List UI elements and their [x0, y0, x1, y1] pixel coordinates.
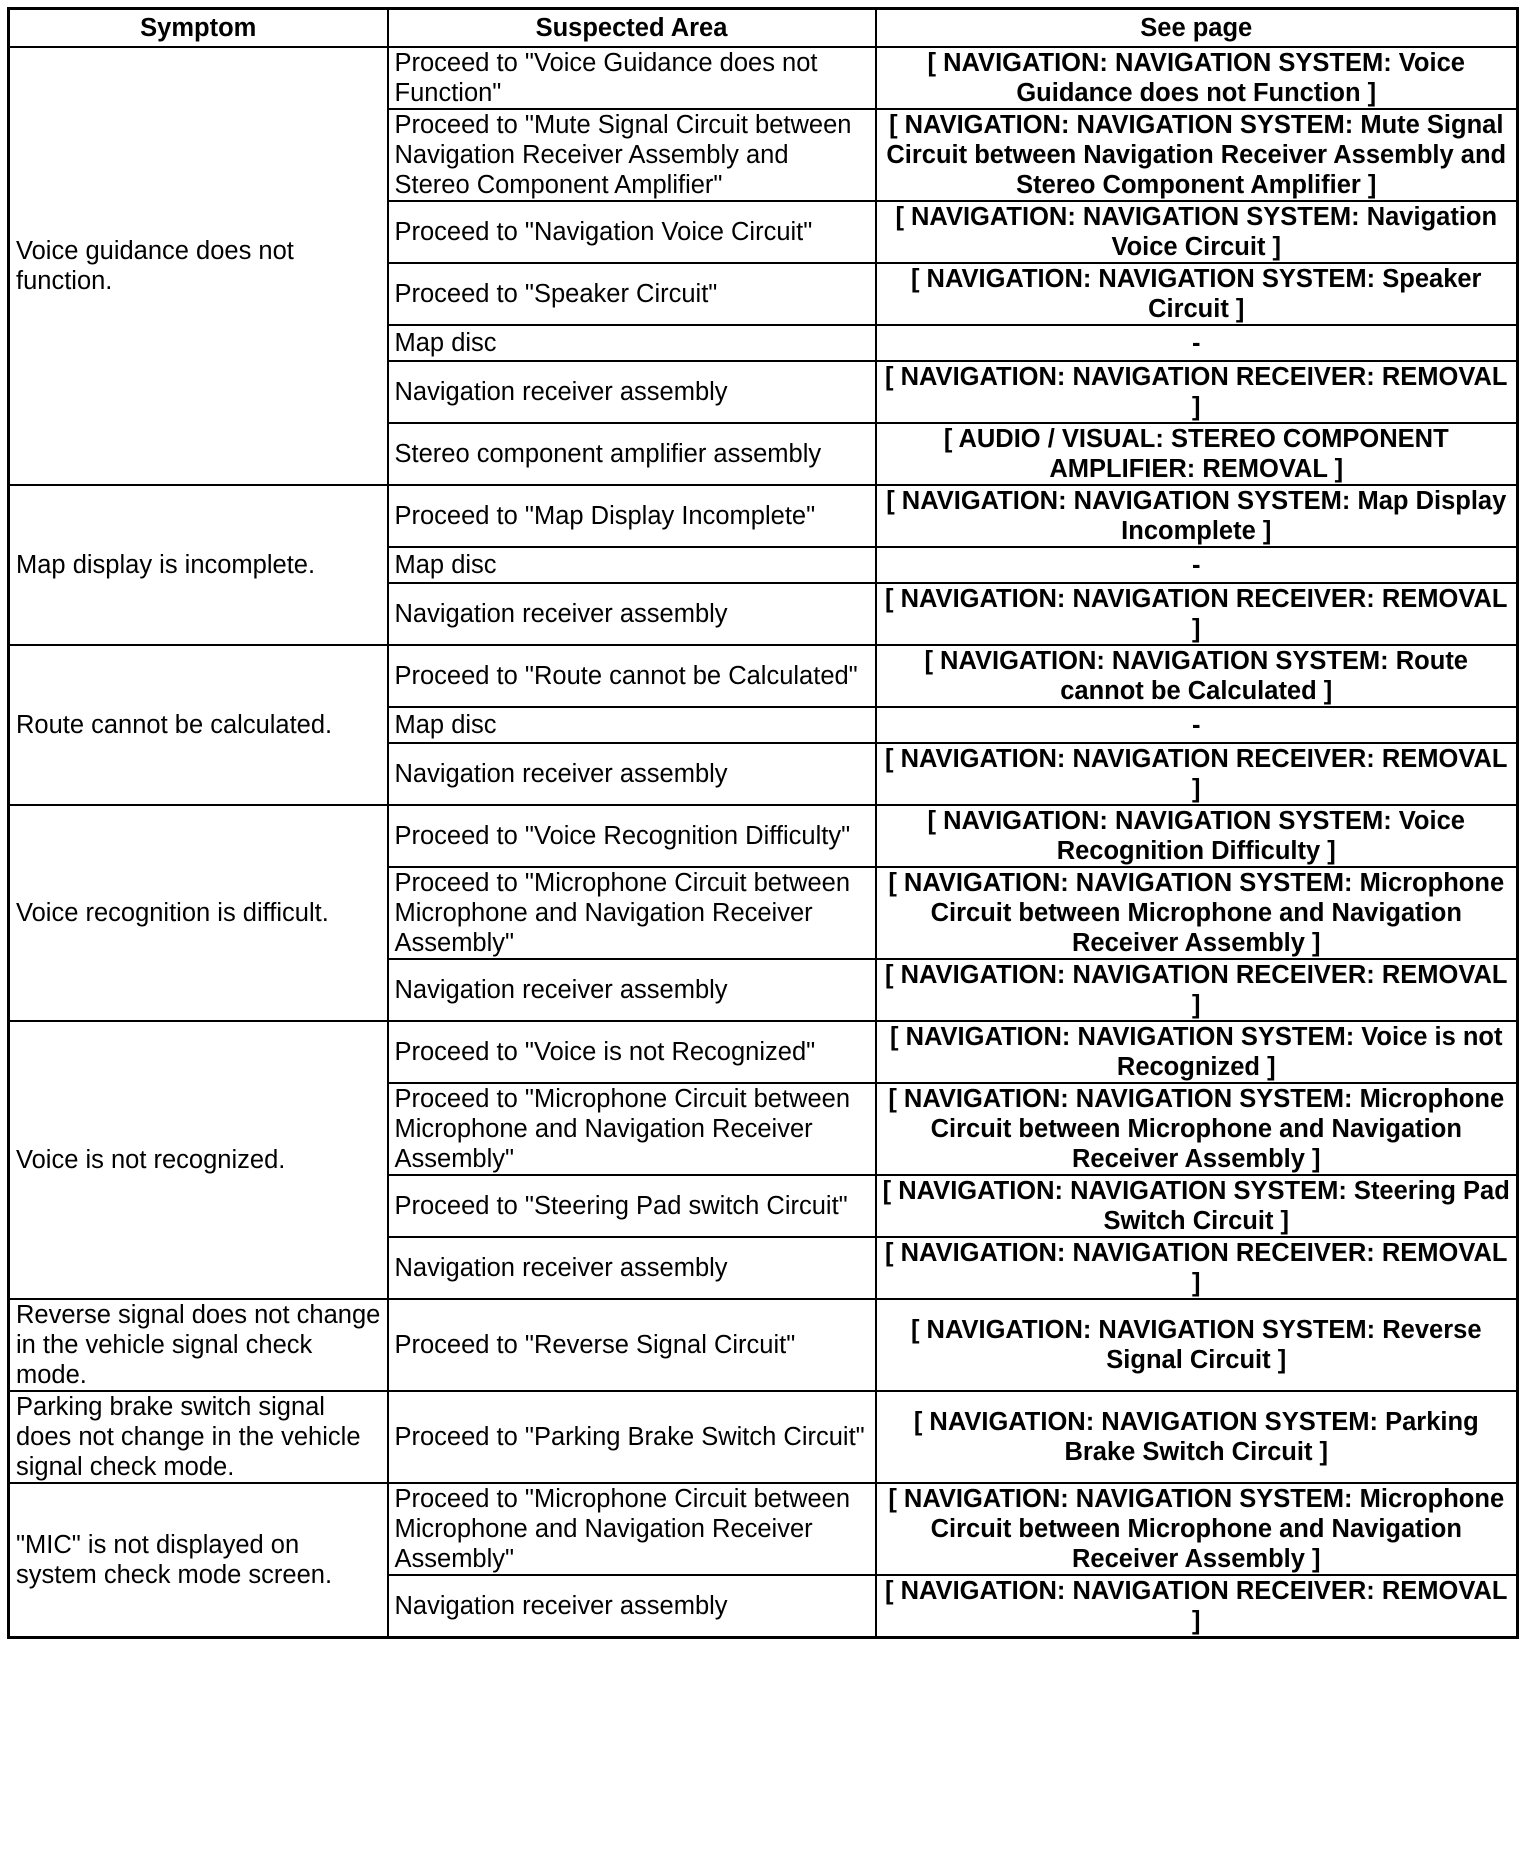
see-page-reference-cell: [ NAVIGATION: NAVIGATION SYSTEM: Voice Recognition Difficulty ] [876, 805, 1518, 867]
see-page-reference-cell: [ NAVIGATION: NAVIGATION SYSTEM: Voice Guidance does not Function ] [876, 47, 1518, 109]
see-page-reference-cell: - [876, 707, 1518, 743]
see-page-reference-cell: [ NAVIGATION: NAVIGATION RECEIVER: REMOVAL ] [876, 1237, 1518, 1299]
symptom-cell: Voice recognition is difficult. [9, 805, 388, 1021]
symptom-cell: Route cannot be calculated. [9, 645, 388, 805]
suspected-area-cell: Map disc [388, 547, 876, 583]
suspected-area-cell: Proceed to "Parking Brake Switch Circuit" [388, 1391, 876, 1483]
table-row [9, 805, 1518, 867]
see-page-reference-cell: [ NAVIGATION: NAVIGATION RECEIVER: REMOVAL ] [876, 743, 1518, 805]
see-page-reference-cell: [ NAVIGATION: NAVIGATION SYSTEM: Steering Pad Switch Circuit ] [876, 1175, 1518, 1237]
see-page-reference-cell: [ NAVIGATION: NAVIGATION SYSTEM: Microphone Circuit between Microphone and Navigation Receiver Assembly ] [876, 867, 1518, 959]
suspected-area-cell: Proceed to "Mute Signal Circuit between Navigation Receiver Assembly and Stereo Component Amplifier" [388, 109, 876, 201]
see-page-reference-cell: [ NAVIGATION: NAVIGATION SYSTEM: Speaker Circuit ] [876, 263, 1518, 325]
see-page-reference-cell: [ AUDIO / VISUAL: STEREO COMPONENT AMPLIFIER: REMOVAL ] [876, 423, 1518, 485]
see-page-reference-cell: - [876, 325, 1518, 361]
see-page-reference-cell: [ NAVIGATION: NAVIGATION SYSTEM: Voice is not Recognized ] [876, 1021, 1518, 1083]
suspected-area-cell: Navigation receiver assembly [388, 583, 876, 645]
see-page-reference-cell: [ NAVIGATION: NAVIGATION SYSTEM: Map Display Incomplete ] [876, 485, 1518, 547]
see-page-reference-cell: [ NAVIGATION: NAVIGATION RECEIVER: REMOVAL ] [876, 583, 1518, 645]
header-see-page: See page [876, 9, 1518, 48]
suspected-area-cell: Navigation receiver assembly [388, 959, 876, 1021]
see-page-reference-cell: [ NAVIGATION: NAVIGATION SYSTEM: Microphone Circuit between Microphone and Navigation Receiver Assembly ] [876, 1083, 1518, 1175]
see-page-reference-cell: [ NAVIGATION: NAVIGATION SYSTEM: Mute Signal Circuit between Navigation Receiver Assembly and Stereo Component Amplifier ] [876, 109, 1518, 201]
suspected-area-cell: Proceed to "Navigation Voice Circuit" [388, 201, 876, 263]
suspected-area-cell: Proceed to "Voice Guidance does not Function" [388, 47, 876, 109]
suspected-area-cell: Proceed to "Microphone Circuit between Microphone and Navigation Receiver Assembly" [388, 1483, 876, 1575]
suspected-area-cell: Navigation receiver assembly [388, 743, 876, 805]
see-page-reference-cell: [ NAVIGATION: NAVIGATION SYSTEM: Reverse Signal Circuit ] [876, 1299, 1518, 1391]
see-page-reference-cell: [ NAVIGATION: NAVIGATION SYSTEM: Parking Brake Switch Circuit ] [876, 1391, 1518, 1483]
see-page-reference-cell: [ NAVIGATION: NAVIGATION SYSTEM: Navigation Voice Circuit ] [876, 201, 1518, 263]
problem-symptoms-table [7, 7, 1519, 1639]
see-page-reference-cell: [ NAVIGATION: NAVIGATION RECEIVER: REMOVAL ] [876, 361, 1518, 423]
table-header-row [9, 9, 1518, 48]
table-row [9, 645, 1518, 707]
table-row [9, 485, 1518, 547]
see-page-reference-cell: [ NAVIGATION: NAVIGATION RECEIVER: REMOVAL ] [876, 959, 1518, 1021]
symptom-cell: Parking brake switch signal does not change in the vehicle signal check mode. [9, 1391, 388, 1483]
header-symptom: Symptom [9, 9, 388, 48]
suspected-area-cell: Proceed to "Microphone Circuit between Microphone and Navigation Receiver Assembly" [388, 1083, 876, 1175]
suspected-area-cell: Proceed to "Route cannot be Calculated" [388, 645, 876, 707]
table-row [9, 1021, 1518, 1083]
symptom-cell: Voice is not recognized. [9, 1021, 388, 1299]
suspected-area-cell: Proceed to "Voice is not Recognized" [388, 1021, 876, 1083]
symptom-cell: Map display is incomplete. [9, 485, 388, 645]
see-page-reference-cell: [ NAVIGATION: NAVIGATION RECEIVER: REMOVAL ] [876, 1575, 1518, 1638]
suspected-area-cell: Navigation receiver assembly [388, 1237, 876, 1299]
symptom-cell: Voice guidance does not function. [9, 47, 388, 485]
symptom-cell: Reverse signal does not change in the vehicle signal check mode. [9, 1299, 388, 1391]
table-row [9, 1483, 1518, 1575]
suspected-area-cell: Navigation receiver assembly [388, 361, 876, 423]
suspected-area-cell: Proceed to "Reverse Signal Circuit" [388, 1299, 876, 1391]
suspected-area-cell: Map disc [388, 707, 876, 743]
see-page-reference-cell: [ NAVIGATION: NAVIGATION SYSTEM: Route cannot be Calculated ] [876, 645, 1518, 707]
see-page-reference-cell: - [876, 547, 1518, 583]
table-body [9, 47, 1518, 1638]
see-page-reference-cell: [ NAVIGATION: NAVIGATION SYSTEM: Microphone Circuit between Microphone and Navigation Receiver Assembly ] [876, 1483, 1518, 1575]
suspected-area-cell: Navigation receiver assembly [388, 1575, 876, 1638]
table-row [9, 1299, 1518, 1391]
table-row [9, 1391, 1518, 1483]
suspected-area-cell: Proceed to "Steering Pad switch Circuit" [388, 1175, 876, 1237]
suspected-area-cell: Map disc [388, 325, 876, 361]
header-suspected-area: Suspected Area [388, 9, 876, 48]
suspected-area-cell: Proceed to "Voice Recognition Difficulty" [388, 805, 876, 867]
suspected-area-cell: Proceed to "Microphone Circuit between Microphone and Navigation Receiver Assembly" [388, 867, 876, 959]
suspected-area-cell: Proceed to "Map Display Incomplete" [388, 485, 876, 547]
suspected-area-cell: Stereo component amplifier assembly [388, 423, 876, 485]
suspected-area-cell: Proceed to "Speaker Circuit" [388, 263, 876, 325]
symptom-cell: "MIC" is not displayed on system check mode screen. [9, 1483, 388, 1638]
table-row [9, 47, 1518, 109]
